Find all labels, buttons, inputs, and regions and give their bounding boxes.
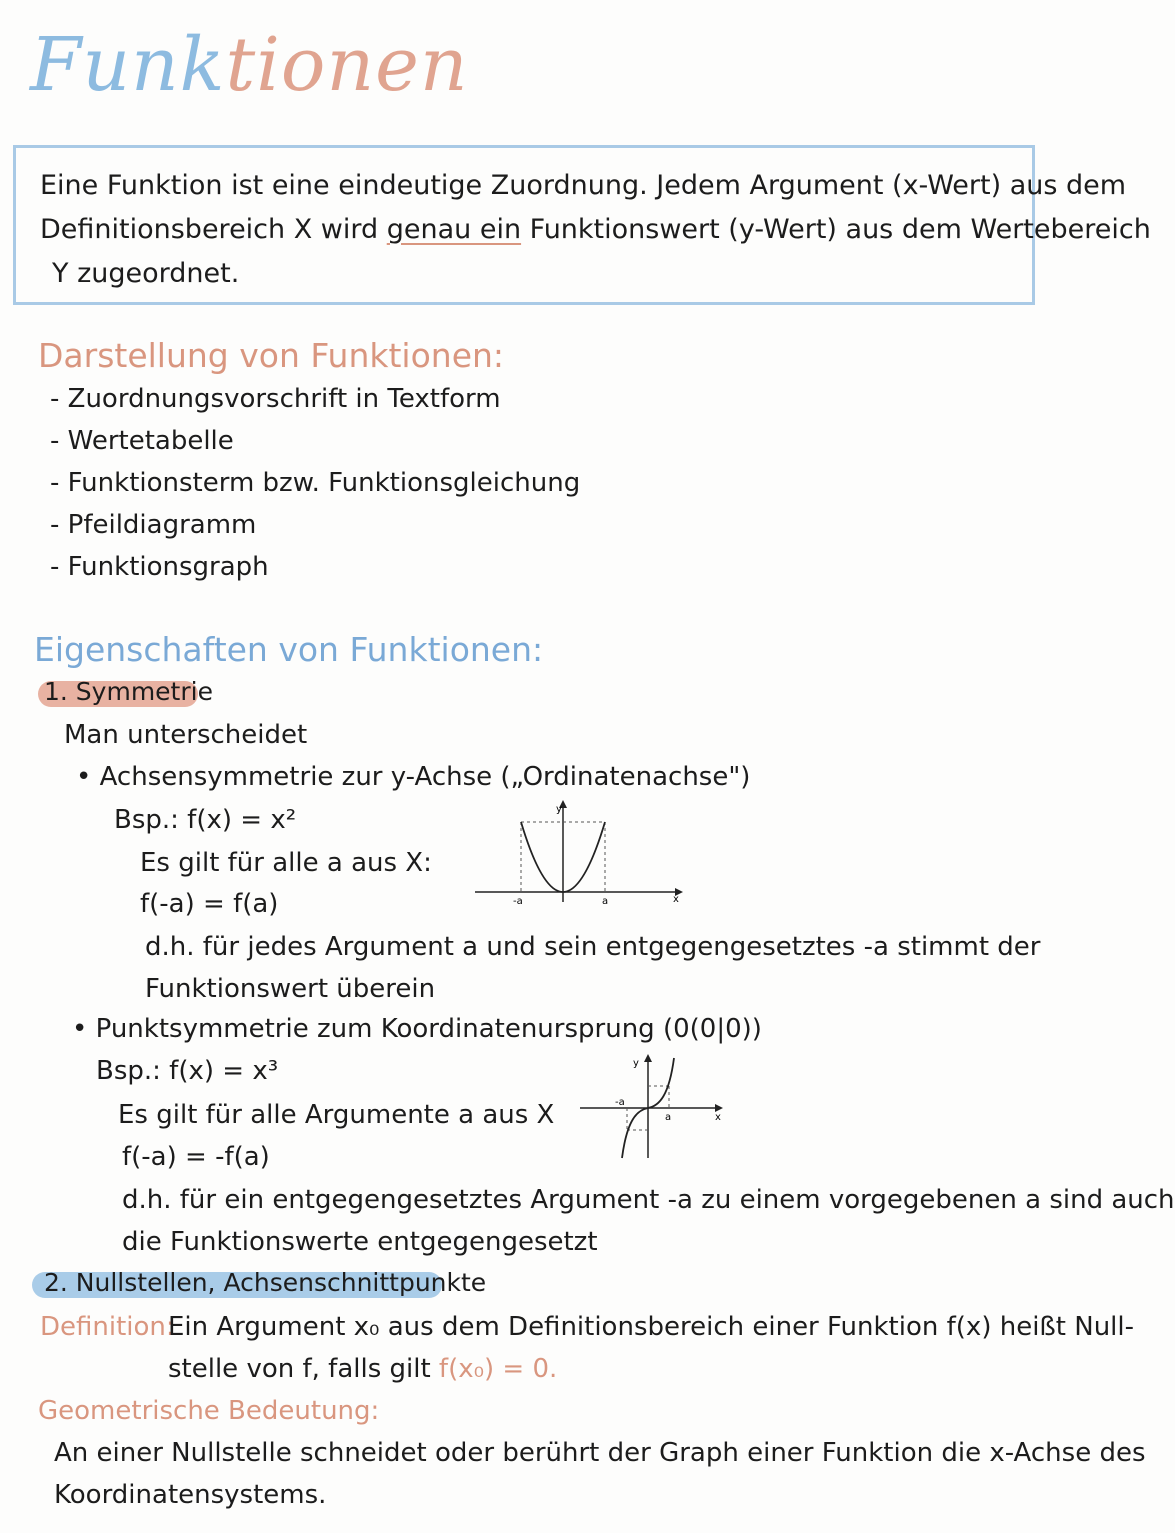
darstellung-item: - Funktionsterm bzw. Funktionsgleichung bbox=[50, 468, 581, 498]
punktsymmetrie-title: • Punktsymmetrie zum Koordinatenursprung (0(0|0)) bbox=[72, 1014, 762, 1044]
x-label: x bbox=[715, 1112, 721, 1123]
darstellung-item: - Funktionsgraph bbox=[50, 552, 269, 582]
nullstellen-definition-2 bbox=[168, 1354, 557, 1384]
geometrische-bedeutung-2: Koordinatensystems. bbox=[54, 1480, 327, 1510]
definition-label: Definition: bbox=[40, 1312, 175, 1342]
nullstellen-definition-1: Ein Argument x₀ aus dem Definitionsbereich einer Funktion f(x) heißt Null- bbox=[168, 1312, 1135, 1342]
punktsymmetrie-es-gilt: Es gilt für alle Argumente a aus X bbox=[118, 1100, 555, 1130]
definition-line-3: Y zugeordnet. bbox=[52, 258, 240, 289]
x-axis-arrow bbox=[715, 1104, 723, 1112]
darstellung-item: - Wertetabelle bbox=[50, 426, 234, 456]
geometrische-bedeutung-1: An einer Nullstelle schneidet oder berührt der Graph einer Funktion die x-Achse des bbox=[54, 1438, 1146, 1468]
x-label: x bbox=[673, 894, 679, 905]
geometrische-bedeutung-label: Geometrische Bedeutung: bbox=[38, 1396, 380, 1426]
cubic-graph bbox=[575, 1050, 735, 1162]
darstellung-item: - Pfeildiagramm bbox=[50, 510, 257, 540]
y-label: y bbox=[633, 1058, 639, 1069]
achsensymmetrie-dh-1: d.h. für jedes Argument a und sein entgegengesetztes -a stimmt der bbox=[145, 932, 1041, 962]
title-part2: tionen bbox=[225, 22, 469, 108]
definition-line-2a: Definitionsbereich X wird bbox=[40, 214, 387, 245]
a-label: a bbox=[602, 896, 609, 907]
definition-box bbox=[13, 145, 1151, 305]
title-part1: Funk bbox=[30, 22, 226, 108]
y-axis-arrow bbox=[644, 1054, 652, 1062]
punktsymmetrie-dh-2: die Funktionswerte entgegengesetzt bbox=[122, 1227, 598, 1257]
achsensymmetrie-title: • Achsensymmetrie zur y-Achse („Ordinatenachse") bbox=[76, 762, 751, 792]
nullstellen-definition-2-text: stelle von f, falls gilt bbox=[168, 1354, 431, 1384]
eigenschaften-heading: Eigenschaften von Funktionen: bbox=[34, 630, 544, 669]
y-label: y bbox=[556, 804, 562, 815]
symmetrie-intro: Man unterscheidet bbox=[64, 720, 308, 750]
darstellung-item: - Zuordnungsvorschrift in Textform bbox=[50, 384, 501, 414]
achsensymmetrie-es-gilt: Es gilt für alle a aus X: bbox=[140, 848, 432, 878]
punktsymmetrie-formel: f(-a) = -f(a) bbox=[122, 1142, 270, 1172]
darstellung-heading: Darstellung von Funktionen: bbox=[38, 336, 505, 375]
neg-a-label: -a bbox=[615, 1097, 625, 1108]
symmetrie-label: 1. Symmetrie bbox=[44, 677, 213, 706]
achsensymmetrie-formel: f(-a) = f(a) bbox=[140, 889, 279, 919]
parabola-graph bbox=[470, 798, 690, 908]
achsensymmetrie-bsp: Bsp.: f(x) = x² bbox=[114, 805, 297, 835]
definition-line-2 bbox=[40, 214, 1151, 245]
punktsymmetrie-bsp: Bsp.: f(x) = x³ bbox=[96, 1056, 279, 1086]
definition-underlined: genau ein bbox=[386, 214, 522, 245]
a-label: a bbox=[665, 1112, 672, 1123]
page-title bbox=[30, 22, 469, 108]
neg-a-label: -a bbox=[513, 896, 523, 907]
definition-line-2b: Funktionswert (y-Wert) aus dem Wertebereich bbox=[521, 214, 1151, 245]
nullstellen-label: 2. Nullstellen, Achsenschnittpunkte bbox=[44, 1268, 487, 1297]
definition-line-1: Eine Funktion ist eine eindeutige Zuordnung. Jedem Argument (x-Wert) aus dem bbox=[40, 170, 1127, 201]
achsensymmetrie-dh-2: Funktionswert überein bbox=[145, 974, 436, 1004]
nullstellen-formel: f(x₀) = 0. bbox=[438, 1354, 558, 1384]
punktsymmetrie-dh-1: d.h. für ein entgegengesetztes Argument -a zu einem vorgegebenen a sind auch bbox=[122, 1185, 1175, 1215]
